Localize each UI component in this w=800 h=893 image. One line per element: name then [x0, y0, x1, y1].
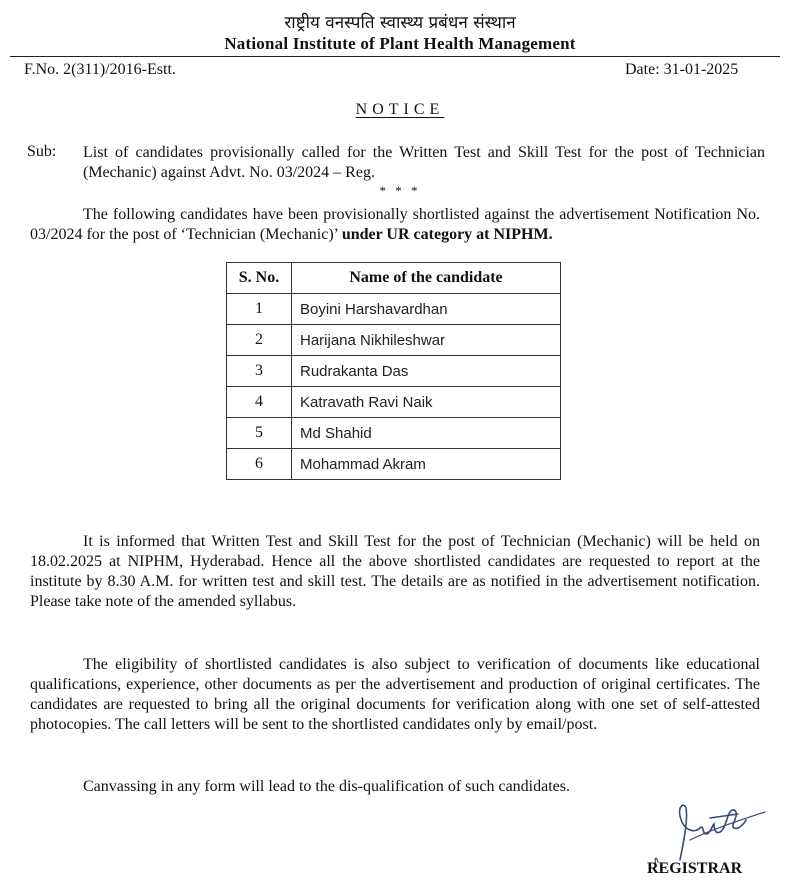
signatory-title: REGISTRAR	[647, 860, 743, 877]
intro-paragraph	[30, 205, 760, 245]
candidate-name: Harijana Nikhileshwar	[292, 325, 561, 356]
serial-number: 5	[227, 418, 292, 449]
candidate-name: Mohammad Akram	[292, 449, 561, 480]
candidate-name: Md Shahid	[292, 418, 561, 449]
eligibility-paragraph: The eligibility of shortlisted candidates is also subject to verification of documents like educational qualifications, experience, other documents as per the advertisement and production of original certificates. The candidates are requested to bring all the original documents for verification along with one set of self-attested photocopies. The call letters will be sent to the shortlisted candidates only by email/post.	[30, 656, 760, 733]
serial-number: 2	[227, 325, 292, 356]
table-row	[227, 294, 561, 325]
subject-label: Sub:	[27, 143, 57, 160]
test-schedule-paragraph: It is informed that Written Test and Skill Test for the post of Technician (Mechanic) will be held on 18.02.2025 at NIPHM, Hyderabad. Hence all the above shortlisted candidates are requested to report at the institute by 8.30 A.M. for written test and skill test. The details are as notified in the advertisement notification. Please take note of the amended syllabus.	[30, 533, 760, 610]
column-header-sno: S. No.	[227, 263, 292, 294]
table-row	[227, 356, 561, 387]
subject-separator: * * *	[379, 183, 421, 198]
header-divider	[10, 56, 780, 57]
table-row	[227, 449, 561, 480]
intro-text: The following candidates have been provisionally shortlisted against the advertisement Notification No. 03/2024 for the post of ‘Technician (Mechanic)’	[30, 206, 760, 243]
table-row	[227, 387, 561, 418]
table-header-row	[227, 263, 561, 294]
institute-name-hindi: राष्ट्रीय वनस्पति स्वास्थ्य प्रबंधन संस्थान	[284, 13, 516, 33]
file-number: F.No. 2(311)/2016-Estt.	[24, 61, 176, 78]
candidate-name: Boyini Harshavardhan	[292, 294, 561, 325]
intro-bold-tail: under UR category at NIPHM.	[341, 226, 553, 243]
notice-date: Date: 31-01-2025	[625, 61, 739, 78]
candidate-name: Rudrakanta Das	[292, 356, 561, 387]
candidates-table	[226, 262, 561, 480]
serial-number: 1	[227, 294, 292, 325]
serial-number: 3	[227, 356, 292, 387]
notice-title: NOTICE	[355, 101, 445, 118]
subject-text: List of candidates provisionally called for the Written Test and Skill Test for the post of Technician (Mechanic) against Advt. No. 03/2024 – Reg.	[83, 144, 765, 181]
serial-number: 6	[227, 449, 292, 480]
candidate-name: Katravath Ravi Naik	[292, 387, 561, 418]
serial-number: 4	[227, 387, 292, 418]
column-header-name: Name of the candidate	[292, 263, 561, 294]
table-row	[227, 418, 561, 449]
table-row	[227, 325, 561, 356]
institute-name-english: National Institute of Plant Health Management	[224, 34, 576, 53]
canvassing-paragraph: Canvassing in any form will lead to the dis-qualification of such candidates.	[83, 778, 570, 795]
